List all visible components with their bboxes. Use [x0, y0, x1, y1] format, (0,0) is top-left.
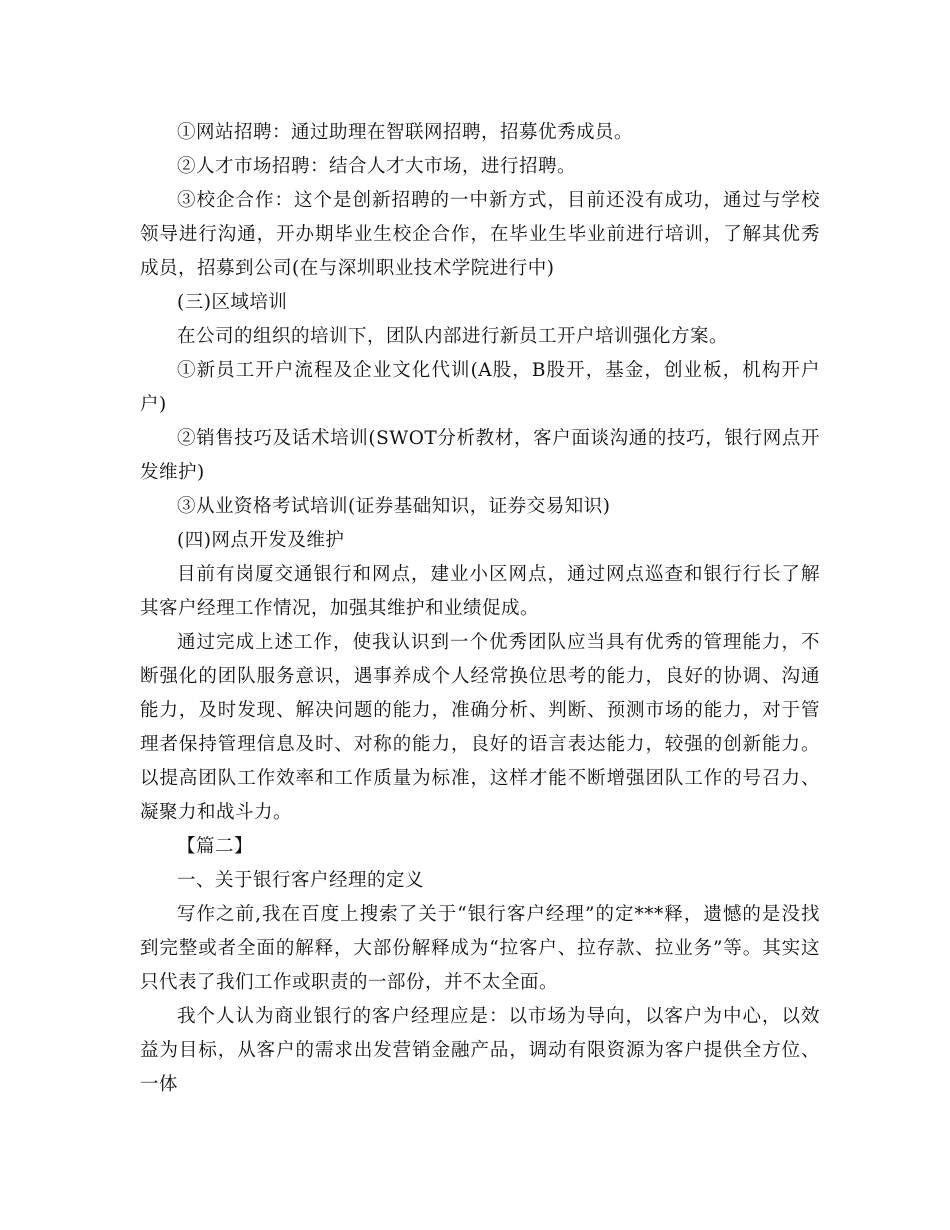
- section-heading-branch-development: (四)网点开发及维护: [177, 530, 345, 551]
- paragraph-summary: 通过完成上述工作，使我认识到一个优秀团队应当具有优秀的管理能力，不断强化的团队服务意识，遇事养成个人经常换位思考的能力，良好的协调、沟通能力，及时发现、解决问题的能力，准确分析、判断、预测市场的能力，对于管理者保持管理信息及时、对称的能力，良好的语言表达能力，较强的创新能力。以提高团队工作效率和工作质量为标准，这样才能不断增强团队工作的号召力、凝聚力和战斗力。: [140, 632, 820, 823]
- paragraph-training-intro: 在公司的组织的培训下，团队内部进行新员工开户培训强化方案。: [177, 326, 729, 347]
- part-heading-two: 【篇二】: [177, 836, 254, 857]
- paragraph-training-new-staff: ①新员工开户流程及企业文化代训(A股，B股开，基金，创业板，机构开户户): [140, 360, 820, 415]
- paragraph-branch-current: 目前有岗厦交通银行和网点，建业小区网点，通过网点巡查和银行行长了解其客户经理工作情况，加强其维护和业绩促成。: [140, 564, 820, 619]
- paragraph-recruit-school: ③校企合作：这个是创新招聘的一中新方式，目前还没有成功，通过与学校领导进行沟通，开办期毕业生校企合作，在毕业生毕业前进行培训，了解其优秀成员，招募到公司(在与深圳职业技术学院进行中): [140, 190, 820, 279]
- section-heading-regional-training: (三)区域培训: [177, 292, 288, 313]
- paragraph-recruit-talent-market: ②人才市场招聘：结合人才大市场，进行招聘。: [177, 156, 577, 177]
- paragraph-training-sales: ②销售技巧及话术培训(SWOT分析教材，客户面谈沟通的技巧，银行网点开发维护): [140, 428, 820, 483]
- paragraph-definition-search: 写作之前,我在百度上搜索了关于“银行客户经理”的定***释，遗憾的是没找到完整或者全面的解释，大部份解释成为“拉客户、拉存款、拉业务”等。其实这只代表了我们工作或职责的一部份，并不太全面。: [140, 904, 820, 993]
- document-body: [140, 116, 820, 1102]
- paragraph-recruit-website: ①网站招聘：通过助理在智联网招聘，招募优秀成员。: [177, 122, 634, 143]
- section-heading-definition: 一、关于银行客户经理的定义: [177, 870, 425, 891]
- paragraph-training-exam: ③从业资格考试培训(证券基础知识，证券交易知识): [177, 496, 611, 517]
- paragraph-definition-opinion: 我个人认为商业银行的客户经理应是：以市场为导向，以客户为中心，以效益为目标，从客户的需求出发营销金融产品，调动有限资源为客户提供全方位、一体: [140, 1006, 820, 1095]
